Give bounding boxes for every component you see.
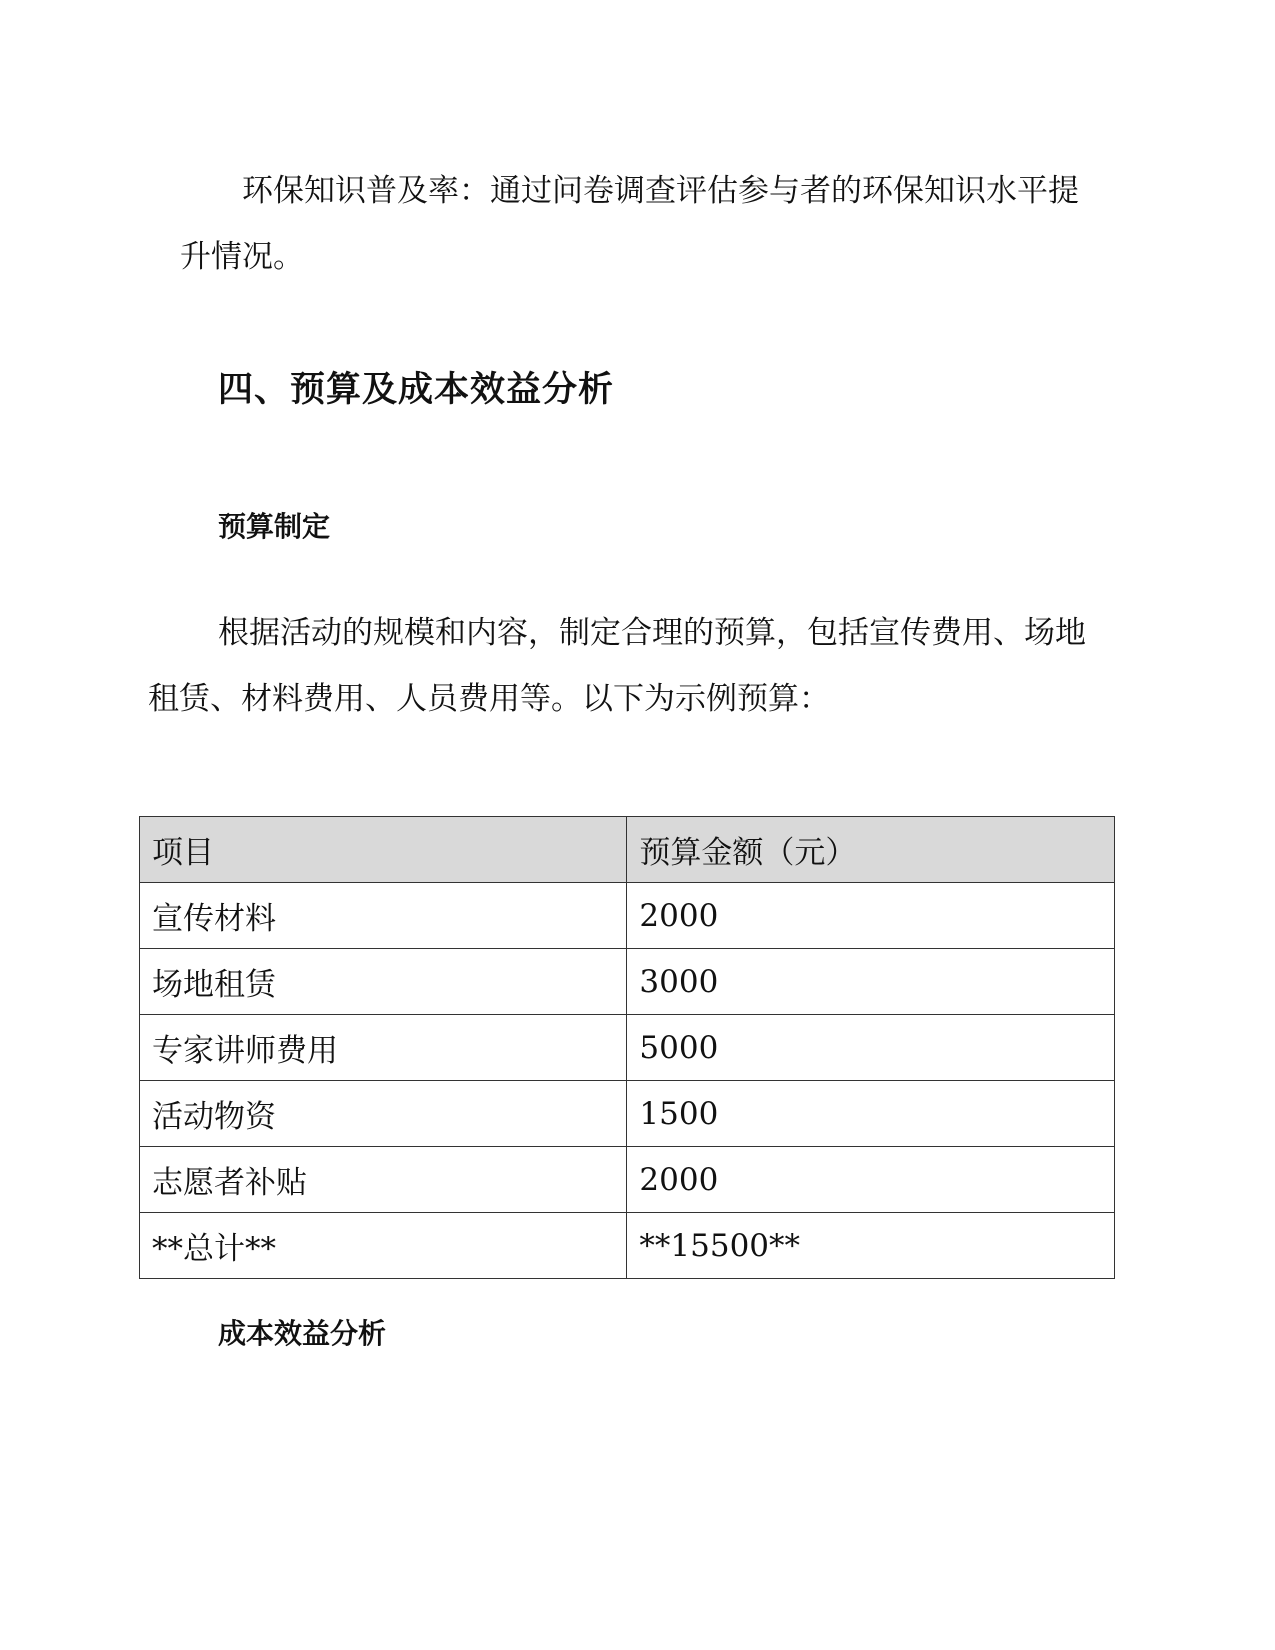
budget-subheading: 预算制定 (218, 510, 331, 543)
table-row (140, 1147, 1115, 1213)
budget-paragraph: 根据活动的规模和内容，制定合理的预算，包括宣传费用、场地租赁、材料费用、人员费用等。以下为示例预算： (148, 615, 1086, 717)
budget-table (139, 816, 1115, 1279)
table-header-row (140, 817, 1115, 883)
total-row (140, 1213, 1115, 1279)
table-row (140, 1015, 1115, 1081)
item-cell: 场地租赁 (140, 949, 627, 1015)
amount-cell: 2000 (627, 1147, 1115, 1213)
total-label-cell: **总计** (140, 1213, 627, 1279)
total-amount-cell: **15500** (627, 1213, 1115, 1279)
intro-paragraph: 环保知识普及率：通过问卷调查评估参与者的环保知识水平提升情况。 (180, 173, 1079, 275)
amount-cell: 2000 (627, 883, 1115, 949)
cost-benefit-subheading: 成本效益分析 (218, 1317, 387, 1350)
table-row (140, 1081, 1115, 1147)
header-amount: 预算金额（元） (627, 817, 1115, 883)
item-cell: 活动物资 (140, 1081, 627, 1147)
item-cell: 专家讲师费用 (140, 1015, 627, 1081)
section-title: 四、预算及成本效益分析 (218, 370, 615, 410)
amount-cell: 1500 (627, 1081, 1115, 1147)
amount-cell: 5000 (627, 1015, 1115, 1081)
amount-cell: 3000 (627, 949, 1115, 1015)
table-row (140, 949, 1115, 1015)
item-cell: 志愿者补贴 (140, 1147, 627, 1213)
item-cell: 宣传材料 (140, 883, 627, 949)
table-row (140, 883, 1115, 949)
header-item: 项目 (140, 817, 627, 883)
